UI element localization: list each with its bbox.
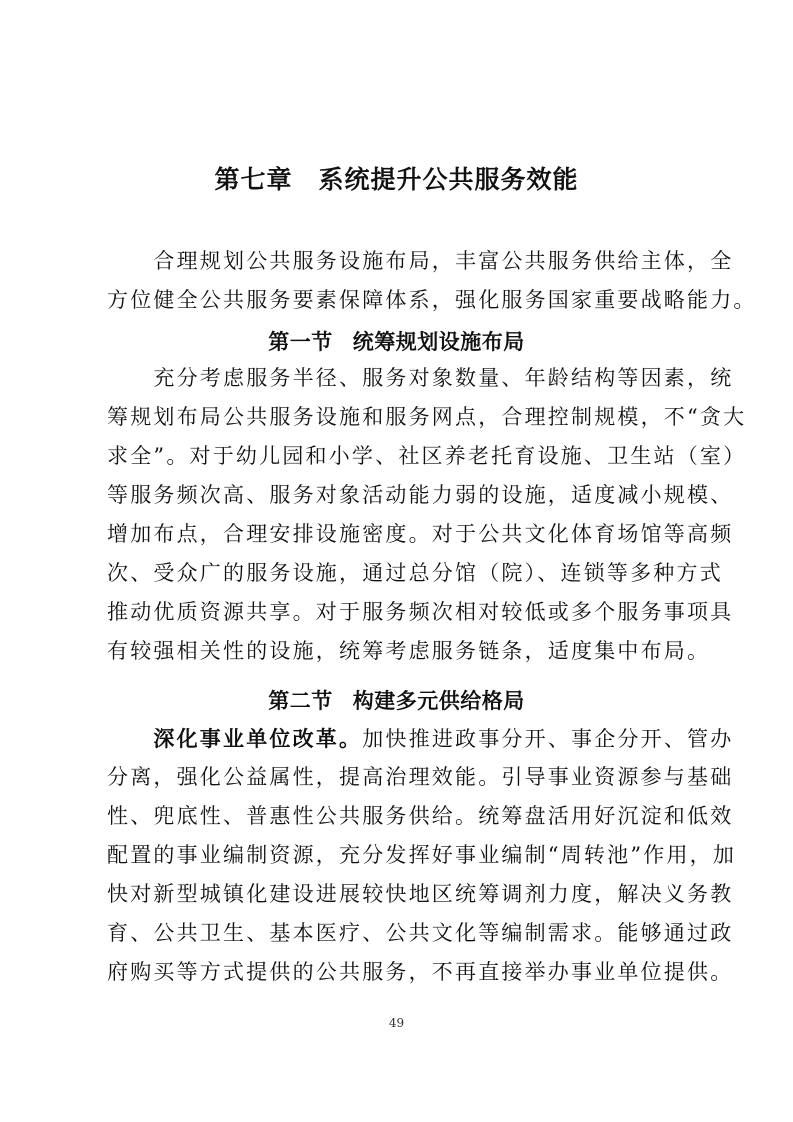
- paragraph-line: 次、受众广的服务设施，通过总分馆（院）、连锁等多种方式: [107, 561, 723, 585]
- section-1-label: 第一节: [268, 330, 333, 354]
- section-1-title: [0, 326, 793, 356]
- paragraph-line: 等服务频次高、服务对象活动能力弱的设施，适度减小规模、: [107, 483, 734, 507]
- section-2-paragraph: [107, 719, 737, 992]
- first-line-text: 加快推进政事分开、事企分开、管办: [362, 727, 734, 751]
- paragraph-line: 育、公共卫生、基本医疗、公共文化等编制需求。能够通过政: [107, 921, 734, 945]
- chapter-heading-text: 系统提升公共服务效能: [318, 165, 579, 194]
- chapter-label: 第七章: [214, 165, 293, 194]
- page-number: 49: [388, 1016, 405, 1030]
- paragraph-line: [107, 719, 734, 758]
- bold-lead-phrase: 深化事业单位改革。: [153, 726, 363, 751]
- chapter-title: [0, 160, 793, 196]
- paragraph-line: 有较强相关性的设施，统筹考虑服务链条，适度集中布局。: [107, 639, 711, 663]
- paragraph-line: 筹规划布局公共服务设施和服务网点，合理控制规模，不“贪大: [107, 405, 747, 429]
- paragraph-line: 求全”。对于幼儿园和小学、社区养老托育设施、卫生站（室）: [107, 444, 747, 468]
- section-1-paragraph: [107, 359, 747, 671]
- paragraph-line: 分离，强化公益属性，提高治理效能。引导事业资源参与基础: [107, 765, 734, 789]
- paragraph-line: 充分考虑服务半径、服务对象数量、年龄结构等因素，统: [107, 366, 734, 390]
- section-2-label: 第二节: [268, 689, 333, 713]
- paragraph-line: 配置的事业编制资源，充分发挥好事业编制“周转池”作用，加: [107, 843, 737, 867]
- paragraph-line: 性、兜底性、普惠性公共服务供给。统筹盘活用好沉淀和低效: [107, 804, 734, 828]
- section-1-heading-text: 统筹规划设施布局: [352, 330, 525, 354]
- paragraph-line: 推动优质资源共享。对于服务频次相对较低或多个服务事项具: [107, 600, 734, 624]
- paragraph-line: 府购买等方式提供的公共服务，不再直接举办事业单位提供。: [107, 960, 734, 984]
- section-2-title: [0, 685, 793, 715]
- section-2-heading-text: 构建多元供给格局: [352, 689, 525, 713]
- paragraph-line: 快对新型城镇化建设进展较快地区统筹调剂力度，解决义务教: [107, 882, 734, 906]
- paragraph-line: 方位健全公共服务要素保障体系，强化服务国家重要战略能力。: [107, 288, 757, 312]
- paragraph-line: 增加布点，合理安排设施密度。对于公共文化体育场馆等高频: [107, 522, 734, 546]
- paragraph-line: 合理规划公共服务设施布局，丰富公共服务供给主体，全: [107, 249, 734, 273]
- intro-paragraph: [107, 242, 757, 320]
